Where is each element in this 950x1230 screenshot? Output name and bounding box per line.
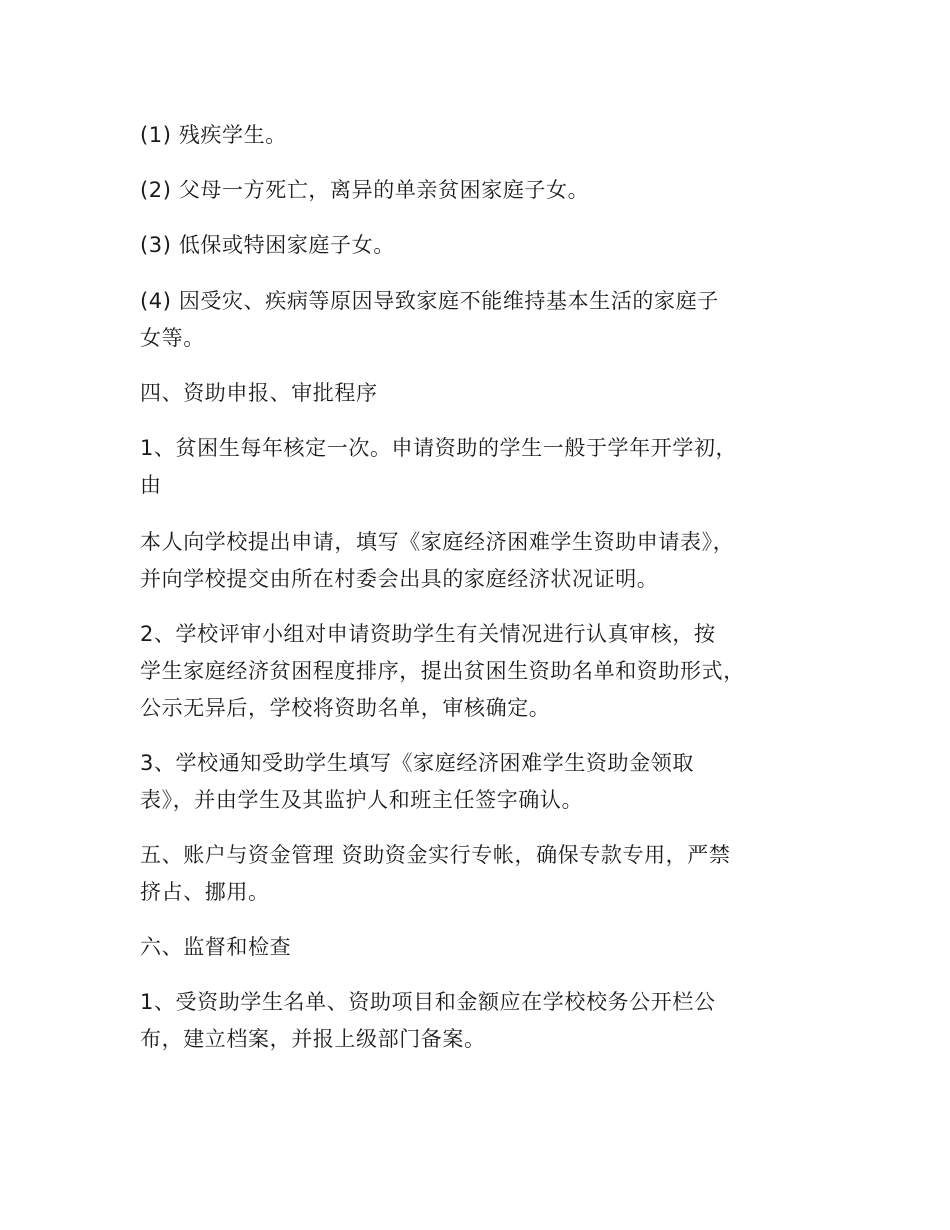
section-heading-supervision [140,929,830,966]
text-line: 布，建立档案，并报上级部门备案。 [140,1027,486,1051]
list-item-low-income [140,227,830,264]
text-line: 表》，并由学生及其监护人和班主任签字确认。 [140,788,584,812]
text-line: (4) 因受灾、疾病等原因导致家庭不能维持基本生活的家庭子 [140,289,719,313]
step-paragraph-1 [140,430,830,504]
text-line: 1、贫困生每年核定一次。申请资助的学生一般于学年开学初， [140,436,738,460]
text-line: (1) 残疾学生。 [140,123,287,147]
section-heading-application [140,375,830,412]
text-line: 由 [140,473,162,497]
text-line: (3) 低保或特困家庭子女。 [140,233,395,257]
check-paragraph-1 [140,984,830,1058]
text-line: (2) 父母一方死亡，离异的单亲贫困家庭子女。 [140,178,590,202]
text-line: 3、学校通知受助学生填写《家庭经济困难学生资助金领取 [140,751,694,775]
text-line: 五、账户与资金管理 资助资金实行专帐，确保专款专用，严禁 [140,843,731,867]
list-item-single-parent [140,172,830,209]
step-paragraph-3 [140,745,830,819]
text-line: 挤占、挪用。 [140,880,270,904]
text-line: 四、资助申报、审批程序 [140,381,378,405]
list-item-disaster-illness [140,283,830,357]
step-paragraph-1-continued [140,524,830,598]
text-line: 六、监督和检查 [140,935,292,959]
text-line: 女等。 [140,326,205,350]
text-line: 学生家庭经济贫困程度排序，提出贫困生资助名单和资助形式， [140,659,745,683]
section-heading-accounts [140,837,830,911]
text-line: 2、学校评审小组对申请资助学生有关情况进行认真审核，按 [140,622,716,646]
text-line: 并向学校提交由所在村委会出具的家庭经济状况证明。 [140,567,659,591]
text-line: 公示无异后，学校将资助名单，审核确定。 [140,696,551,720]
step-paragraph-2 [140,616,830,727]
text-line: 本人向学校提出申请，填写《家庭经济困难学生资助申请表》， [140,530,735,554]
text-line: 1、受资助学生名单、资助项目和金额应在学校校务公开栏公 [140,990,716,1014]
list-item-disabled-students [140,117,830,154]
